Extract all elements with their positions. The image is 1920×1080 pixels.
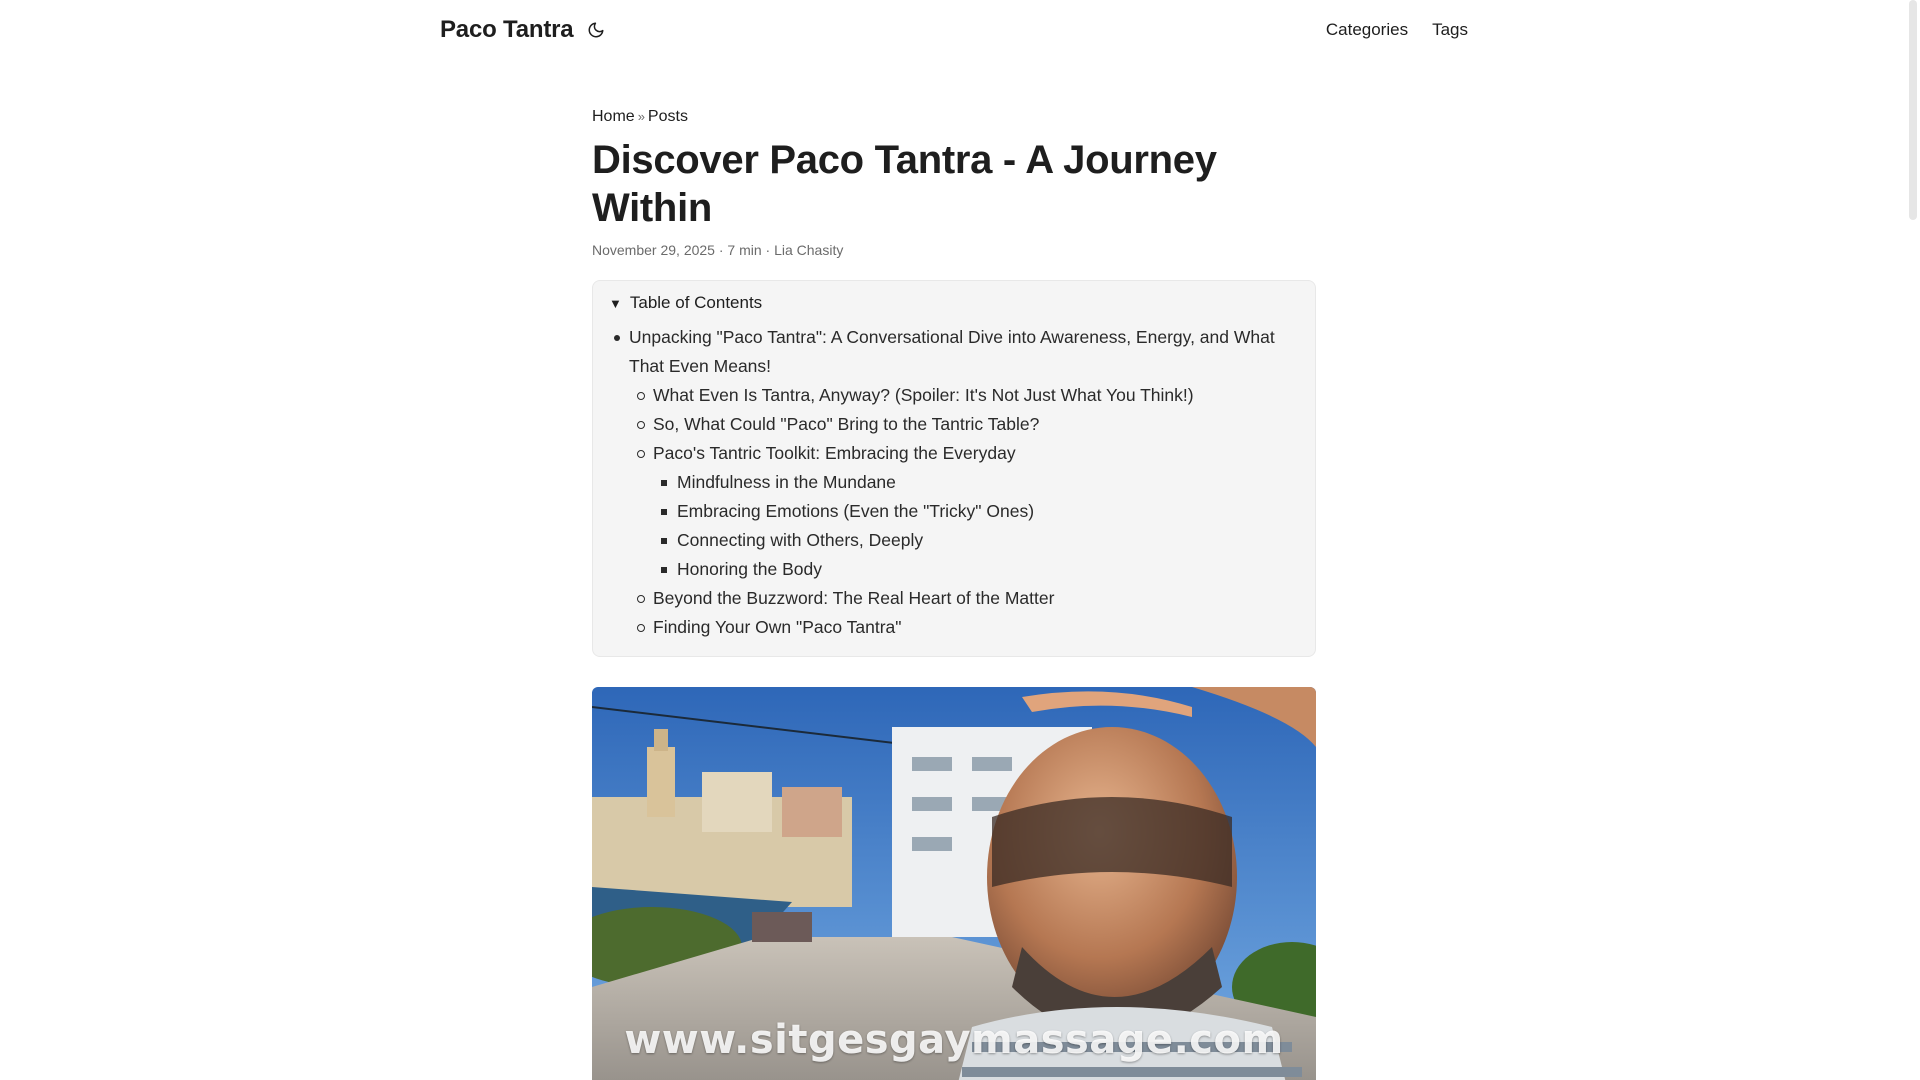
- toc-item: [653, 613, 1299, 642]
- toc-link[interactable]: Unpacking "Paco Tantra": A Conversational Dive into Awareness, Energy, and What That Even Means!: [629, 327, 1275, 376]
- toc-item: [677, 526, 1299, 555]
- site-logo[interactable]: Paco Tantra: [440, 16, 574, 43]
- nav-categories[interactable]: Categories: [1325, 20, 1409, 39]
- circle-bullet-icon: [637, 450, 645, 458]
- toc-item: [677, 555, 1299, 584]
- cover-watermark: www.sitgesgaymassage.com: [624, 1017, 1284, 1063]
- disc-bullet-icon: [614, 335, 620, 341]
- toc-link[interactable]: Connecting with Others, Deeply: [677, 530, 924, 550]
- circle-bullet-icon: [637, 595, 645, 603]
- table-of-contents: [592, 280, 1316, 657]
- toc-item: [653, 381, 1299, 410]
- toc-item: [629, 323, 1299, 642]
- circle-bullet-icon: [637, 421, 645, 429]
- page-title: Discover Paco Tantra - A Journey Within: [592, 138, 1217, 230]
- post-main: [592, 108, 1316, 1080]
- toc-item: [677, 497, 1299, 526]
- circle-bullet-icon: [637, 624, 645, 632]
- toc-item: [653, 584, 1299, 613]
- toc-item: [677, 468, 1299, 497]
- breadcrumb-home[interactable]: Home: [592, 108, 635, 125]
- toc-link[interactable]: Honoring the Body: [677, 559, 822, 579]
- toc-link[interactable]: Mindfulness in the Mundane: [677, 472, 896, 492]
- toc-link[interactable]: Beyond the Buzzword: The Real Heart of the Matter: [653, 588, 1055, 608]
- circle-bullet-icon: [637, 392, 645, 400]
- toc-link[interactable]: Embracing Emotions (Even the "Tricky" Ones): [677, 501, 1035, 521]
- toc-item: [653, 410, 1299, 439]
- triangle-down-icon: ▼: [609, 295, 622, 311]
- toc-link[interactable]: What Even Is Tantra, Anyway? (Spoiler: It's Not Just What You Think!): [653, 385, 1194, 405]
- breadcrumb-separator: »: [637, 109, 645, 124]
- brand: [440, 16, 607, 44]
- main-nav: [1326, 20, 1468, 40]
- scrollbar-thumb[interactable]: [1909, 0, 1917, 220]
- toc-link[interactable]: So, What Could "Paco" Bring to the Tantric Table?: [653, 414, 1040, 434]
- scrollbar[interactable]: [1906, 0, 1920, 1080]
- toc-title: Table of Contents: [629, 293, 763, 312]
- toc-link[interactable]: Paco's Tantric Toolkit: Embracing the Everyday: [653, 443, 1016, 463]
- square-bullet-icon: [661, 509, 667, 515]
- toc-sublist: [653, 468, 1299, 584]
- moon-icon[interactable]: [585, 19, 607, 41]
- breadcrumb: [592, 108, 1316, 126]
- post-meta: November 29, 2025 · 7 min · Lia Chasity: [592, 242, 844, 258]
- square-bullet-icon: [661, 567, 667, 573]
- nav-tags[interactable]: Tags: [1432, 20, 1468, 39]
- site-header: [440, 0, 1468, 60]
- square-bullet-icon: [661, 480, 667, 486]
- breadcrumb-posts[interactable]: Posts: [647, 108, 688, 125]
- toc-toggle[interactable]: [609, 291, 1299, 315]
- toc-list: [609, 323, 1299, 642]
- toc-item: [653, 439, 1299, 584]
- cover-image: [592, 687, 1316, 1080]
- toc-sublist: [629, 381, 1299, 642]
- square-bullet-icon: [661, 538, 667, 544]
- toc-link[interactable]: Finding Your Own "Paco Tantra": [653, 617, 902, 637]
